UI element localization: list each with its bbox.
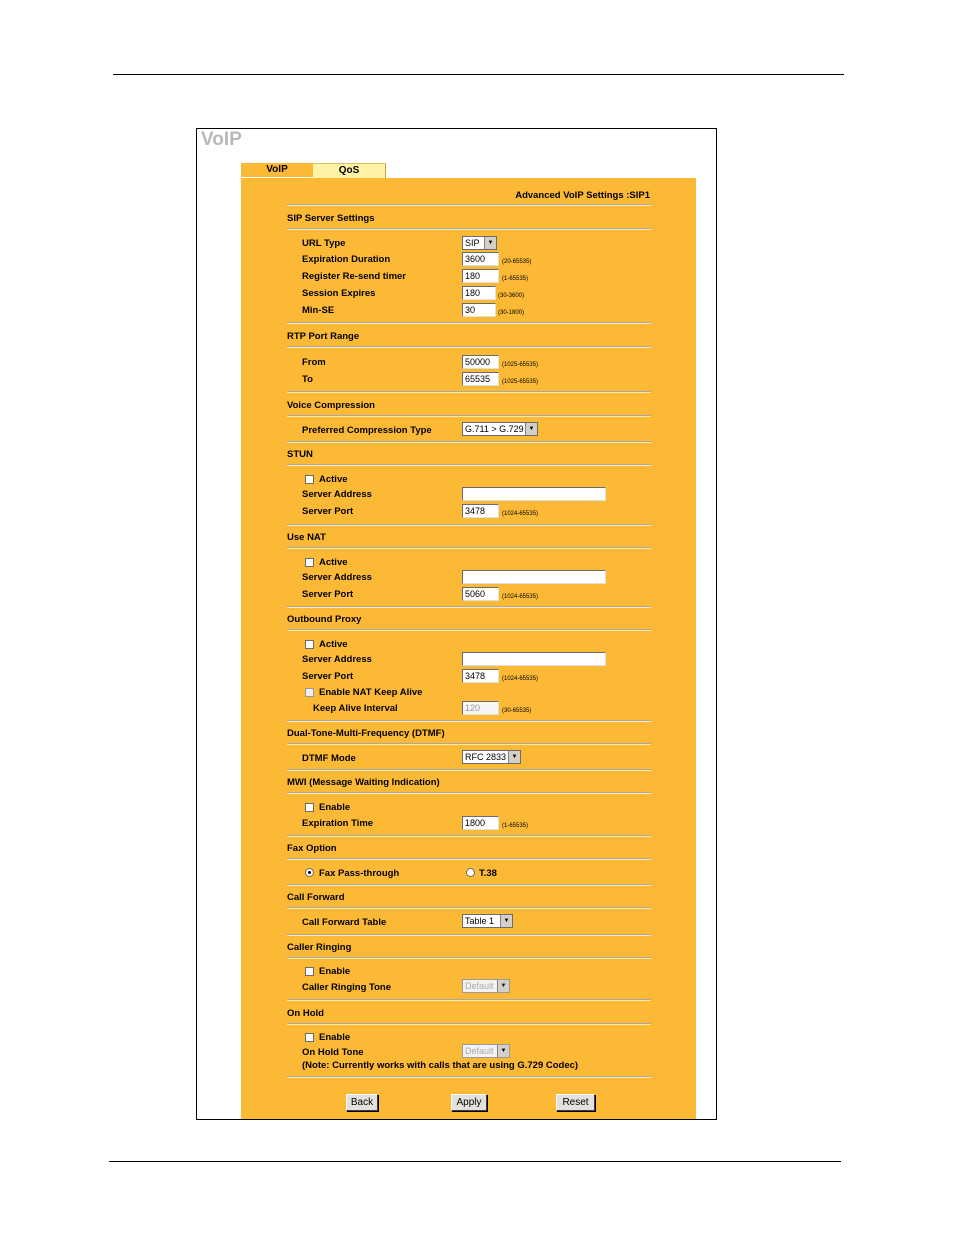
url-type-label: URL Type [302,238,346,249]
separator [287,346,651,348]
section-use-nat: Use NAT [287,532,326,543]
chevron-down-icon: ▼ [508,751,520,763]
rtp-to-range: (1025-65535) [502,379,539,385]
separator [287,957,651,959]
mwi-expiration-input[interactable]: 1800 [462,816,499,830]
stun-server-address-label: Server Address [302,489,372,500]
expiration-duration-range: (20-65535) [502,259,532,265]
proxy-server-port-label: Server Port [302,671,354,682]
register-resend-label: Register Re-send timer [302,271,407,282]
nat-keep-alive-label: Enable NAT Keep Alive [319,687,423,698]
separator [287,884,651,886]
register-resend-input[interactable]: 180 [462,269,499,283]
nat-active-label: Active [319,557,348,568]
nat-server-port-input[interactable]: 5060 [462,587,499,601]
section-call-forward: Call Forward [287,892,345,903]
tab-qos[interactable]: QoS [313,163,386,178]
section-voice-compression: Voice Compression [287,400,375,411]
screenshot-frame [196,128,717,1120]
separator [287,720,651,722]
separator [287,743,651,745]
separator [287,1076,651,1078]
rtp-from-input[interactable]: 50000 [462,355,499,369]
chevron-down-icon: ▼ [497,1045,509,1057]
separator [287,391,651,393]
proxy-server-address-input[interactable] [462,652,606,666]
section-stun: STUN [287,449,313,460]
caller-ringing-tone-label: Caller Ringing Tone [302,982,392,993]
settings-panel [241,178,696,1119]
on-hold-enable-checkbox[interactable] [305,1033,314,1042]
section-sip-server: SIP Server Settings [287,213,375,224]
caller-ringing-tone-value: Default [465,981,494,991]
apply-button[interactable]: Apply [451,1094,487,1111]
nat-server-address-input[interactable] [462,570,606,584]
separator [287,228,651,230]
fax-passthrough-label: Fax Pass-through [319,868,400,879]
stun-server-port-input[interactable]: 3478 [462,504,499,518]
proxy-server-port-input[interactable]: 3478 [462,669,499,683]
page-title: VoIP [201,129,242,150]
proxy-active-checkbox[interactable] [305,640,314,649]
keep-alive-interval-label: Keep Alive Interval [313,703,398,714]
t38-radio[interactable] [466,868,475,877]
nat-server-port-label: Server Port [302,589,354,600]
proxy-server-address-label: Server Address [302,654,372,665]
stun-server-address-input[interactable] [462,487,606,501]
compression-type-value: G.711 > G.729 [465,424,524,434]
call-forward-table-label: Call Forward Table [302,917,387,928]
section-mwi: MWI (Message Waiting Indication) [287,777,440,788]
bottom-rule [109,1161,841,1162]
section-rtp-port-range: RTP Port Range [287,331,360,342]
separator [287,1023,651,1025]
section-on-hold: On Hold [287,1008,324,1019]
caller-ringing-enable-label: Enable [319,966,351,977]
caller-ringing-tone-select[interactable] [462,979,510,993]
separator [287,629,651,631]
section-caller-ringing: Caller Ringing [287,942,352,953]
separator [287,441,651,443]
proxy-server-port-range: (1024-65535) [502,676,539,682]
stun-active-label: Active [319,474,348,485]
separator [287,907,651,909]
dtmf-mode-value: RFC 2833 [465,752,507,762]
t38-label: T.38 [479,868,497,879]
separator [287,835,651,837]
mwi-enable-checkbox[interactable] [305,803,314,812]
nat-server-port-range: (1024-65535) [502,594,539,600]
fax-passthrough-radio[interactable] [305,868,314,877]
stun-server-port-label: Server Port [302,506,354,517]
tab-bar [241,163,387,177]
rtp-from-range: (1025-65535) [502,362,539,368]
call-forward-table-value: Table 1 [465,916,495,926]
session-expires-label: Session Expires [302,288,376,299]
on-hold-enable-label: Enable [319,1032,351,1043]
register-resend-range: (1-65535) [502,276,529,282]
separator [287,322,651,324]
top-rule [113,74,844,75]
stun-active-checkbox[interactable] [305,475,314,484]
dtmf-mode-label: DTMF Mode [302,753,356,764]
tab-voip[interactable]: VoIP [241,163,313,177]
separator [287,934,651,936]
on-hold-note: (Note: Currently works with calls that are using G.729 Codec) [302,1060,579,1071]
panel-heading: Advanced VoIP Settings :SIP1 [515,190,650,201]
separator [287,999,651,1001]
min-se-label: Min-SE [302,305,335,316]
keep-alive-interval-input[interactable]: 120 [462,701,499,715]
compression-type-select[interactable] [462,422,538,436]
nat-server-address-label: Server Address [302,572,372,583]
expiration-duration-label: Expiration Duration [302,254,391,265]
nat-keep-alive-checkbox[interactable] [305,688,314,697]
separator [287,792,651,794]
separator [287,415,651,417]
rtp-to-label: To [302,374,313,385]
min-se-range: (30-1800) [498,310,525,316]
keep-alive-interval-range: (30-65535) [502,708,532,714]
call-forward-table-select[interactable] [462,914,513,928]
dtmf-mode-select[interactable] [462,750,521,764]
separator [287,464,651,466]
reset-button[interactable]: Reset [556,1094,595,1111]
url-type-select[interactable] [462,236,497,250]
mwi-expiration-range: (1-65535) [502,823,529,829]
section-outbound-proxy: Outbound Proxy [287,614,362,625]
on-hold-tone-value: Default [465,1046,494,1056]
section-dtmf: Dual-Tone-Multi-Frequency (DTMF) [287,728,445,739]
stun-server-port-range: (1024-65535) [502,511,539,517]
rtp-from-label: From [302,357,326,368]
on-hold-tone-label: On Hold Tone [302,1047,364,1058]
session-expires-range: (30-3600) [498,293,525,299]
on-hold-tone-select[interactable] [462,1044,510,1058]
separator [287,606,651,608]
section-fax-option: Fax Option [287,843,337,854]
nat-active-checkbox[interactable] [305,558,314,567]
session-expires-input[interactable]: 180 [462,286,496,300]
proxy-active-label: Active [319,639,348,650]
caller-ringing-enable-checkbox[interactable] [305,967,314,976]
separator [287,769,651,771]
separator [287,204,651,206]
rtp-to-input[interactable]: 65535 [462,372,499,386]
chevron-down-icon: ▼ [497,980,509,992]
separator [287,524,651,526]
url-type-value: SIP [465,238,480,248]
chevron-down-icon: ▼ [525,423,537,435]
expiration-duration-input[interactable]: 3600 [462,252,499,266]
back-button[interactable]: Back [346,1094,378,1111]
chevron-down-icon: ▼ [500,915,512,927]
min-se-input[interactable]: 30 [462,303,496,317]
compression-type-label: Preferred Compression Type [302,425,432,436]
separator [287,858,651,860]
mwi-enable-label: Enable [319,802,351,813]
separator [287,547,651,549]
chevron-down-icon: ▼ [484,237,496,249]
mwi-expiration-label: Expiration Time [302,818,374,829]
